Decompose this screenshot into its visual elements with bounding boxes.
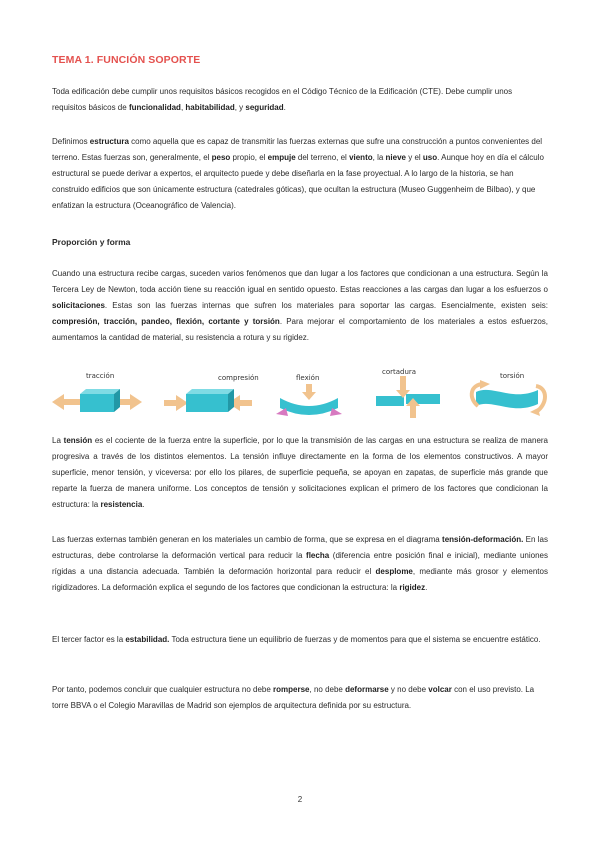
flexion-diagram (274, 368, 344, 424)
label-compresion: compresión (218, 374, 259, 382)
page-number: 2 (297, 795, 303, 804)
label-cortadura: cortadura (382, 368, 417, 376)
torsion-diagram (462, 368, 548, 424)
compresion-diagram (162, 368, 254, 424)
page-title: TEMA 1. FUNCIÓN SOPORTE (52, 54, 201, 66)
definition-paragraph: Definimos estructura como aquella que es capaz de transmitir las fuerzas externas que sufre una construcción a puntos convenientes del terreno. Estas fuerzas son, generalmente, el peso propio, el empuje del terreno, el viento, la nieve y el uso. Aunque hoy en día el cálculo estructural se puede derivar a expertos, el arquitecto puede y debe diseñarla en la fase proyectual. A lo largo de la historia, se han construido edificios que son únicamente estructura (catedrales góticas), que ocultan la estructura (Museo Guggenheim de Bilbao), y que enfatizan la estructura (Oceanográfico de Valencia). (52, 137, 544, 210)
deformation-paragraph: Las fuerzas externas también generan en los materiales un cambio de forma, que se expresa en el diagrama tensión-deformación. En las estructuras, debe controlarse la deformación vertical para reducir la flecha (diferencia entre posición final e inicial), mediante uniones rígidas a una distancia adecuada. También la deformación horizontal para reducir el desplome, mediante más grosor y elementos rigidizadores. La deformación explica el segundo de los factores que condicionan la estructura: la rigidez. (52, 535, 549, 592)
cortadura-diagram (370, 368, 450, 424)
label-flexion: flexión (296, 374, 320, 382)
stress-figures (52, 368, 548, 424)
conclusion-paragraph: Por tanto, podemos concluir que cualquier estructura no debe romperse, no debe deformarse y no debe volcar con el uso previsto. La torre BBVA o el Colegio Maravillas de Madrid son ejemplos de arquitectura definida por su estructura. (52, 685, 535, 710)
figure-compresion (162, 368, 259, 424)
loads-paragraph: Cuando una estructura recibe cargas, suceden varios fenómenos que dan lugar a los factores que condicionan a una estructura. Según la Tercera Ley de Newton, toda acción tiene su reacción igual en sentido opuesto. Estas reacciones a las cargas dan lugar a los esfuerzos o solicitaciones. Estas son las fuerzas internas que sufren los materiales para soportar las cargas. Esencialmente, existen seis: compresión, tracción, pandeo, flexión, cortante y torsión. Para mejorar el comportamiento de los materiales a estos esfuerzos, aumentamos la cantidad de material, su resistencia a rotura y su rigidez. (52, 269, 548, 342)
figure-torsion (462, 368, 548, 424)
label-torsion: torsión (500, 372, 525, 380)
figure-traccion (52, 368, 142, 424)
traccion-diagram (52, 368, 142, 424)
figure-cortadura (370, 368, 450, 424)
label-traccion: tracción (86, 372, 115, 380)
intro-paragraph: Toda edificación debe cumplir unos requisitos básicos recogidos en el Código Técnico de la Edificación (CTE). Debe cumplir unos requisitos básicos de funcionalidad, habitabilidad, y seguridad. (52, 87, 513, 112)
tension-paragraph: La tensión es el cociente de la fuerza entre la superficie, por lo que la transmisión de las cargas en una estructura se realiza de manera progresiva a través de los distintos elementos. La tensión influye directamente en la forma de los elementos constructivos. A mayor superficie, menor tensión, y viceversa: por ello los pilares, de superficie pequeña, se apoyan en zapatas, de superficie más grande que reparte la fuerza de manera uniforme. Los conceptos de tensión y solicitaciones explican el primero de los factores que condicionan la estructura: la resistencia. (52, 436, 549, 509)
stability-paragraph: El tercer factor es la estabilidad. Toda estructura tiene un equilibrio de fuerzas y de momentos para que el sistema se encuentre estático. (52, 635, 541, 644)
section-heading: Proporción y forma (52, 237, 131, 247)
figure-flexion (274, 368, 344, 424)
